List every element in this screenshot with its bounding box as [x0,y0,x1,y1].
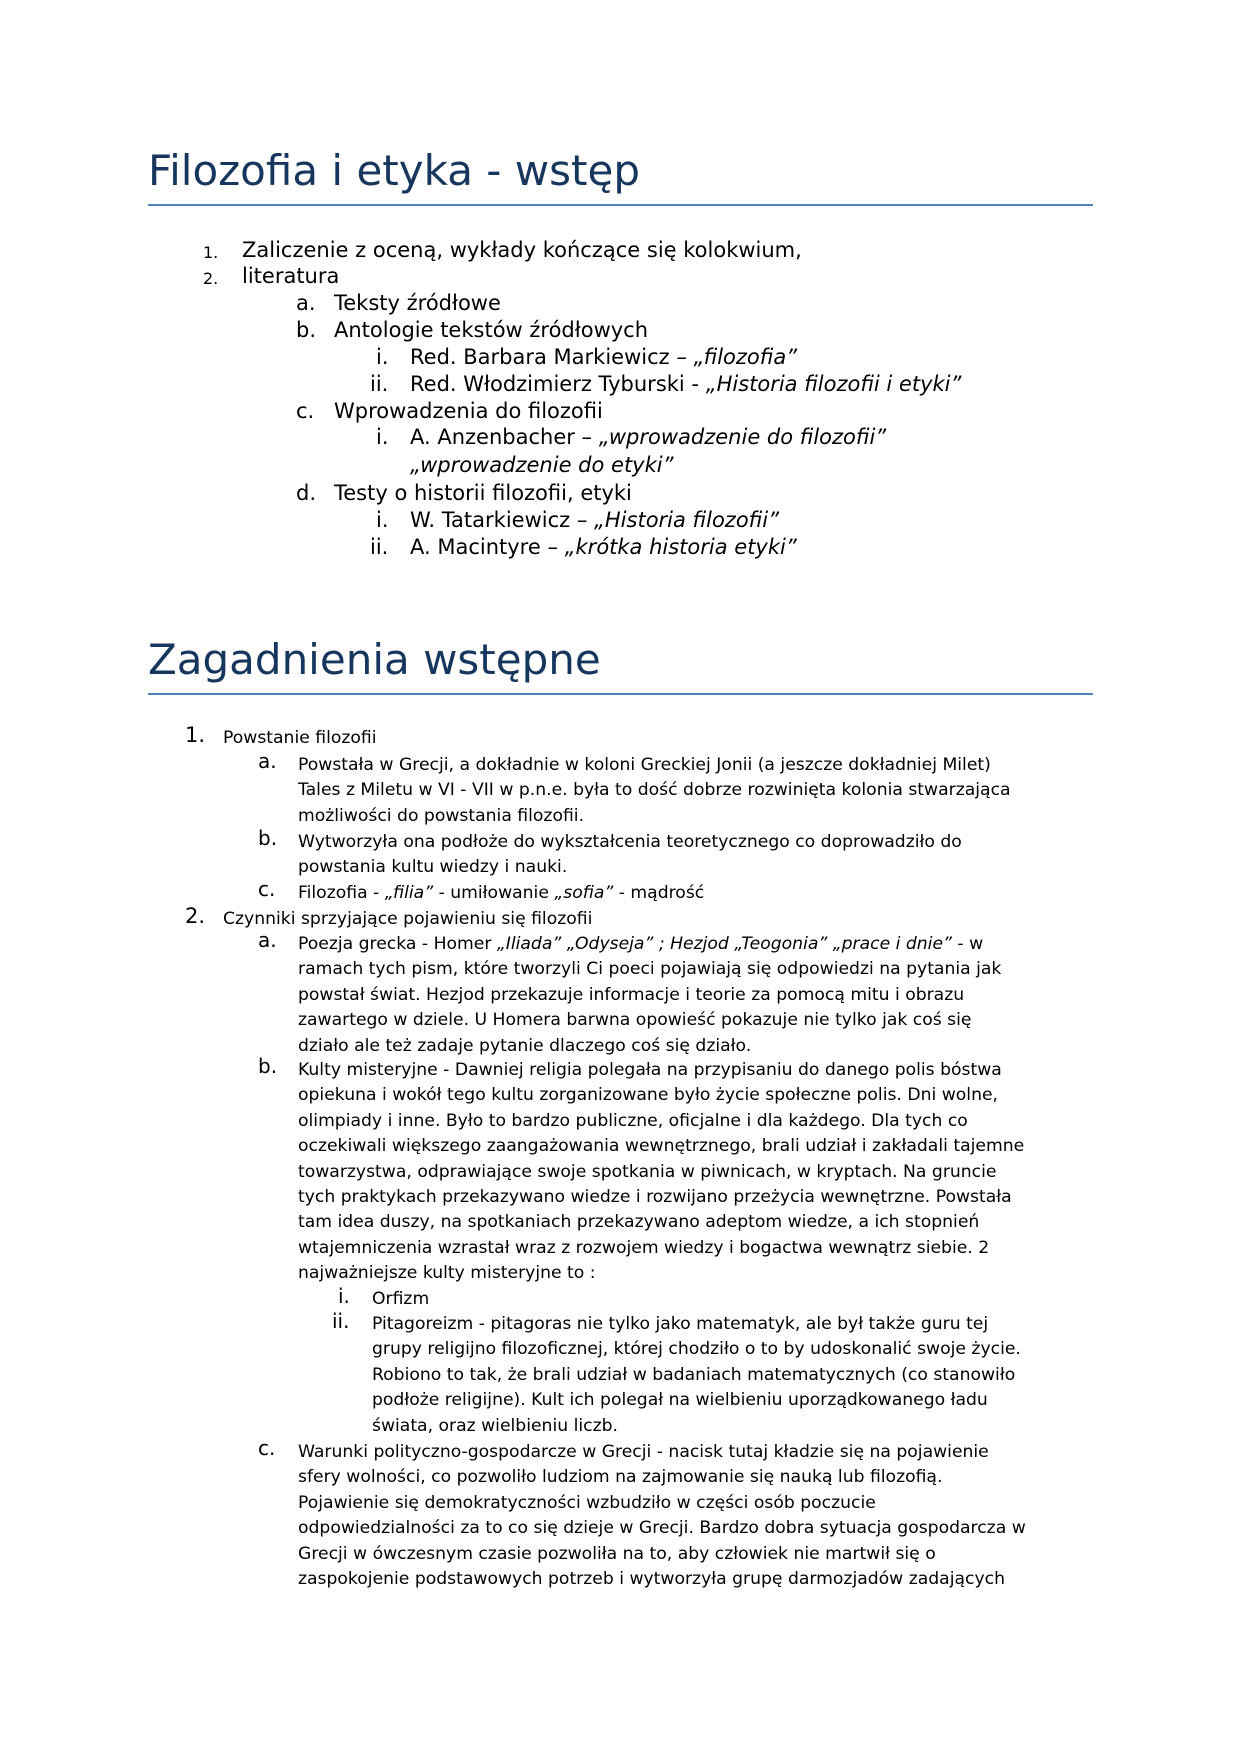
text-line: wtajemniczenia wzrastał wraz z rozwojem wiedzy i bogactwa wewnątrz siebie. 2 [298,1237,990,1258]
book-title: „filozofia” [693,345,798,369]
text-line: powstania kultu wiedzy i nauki. [298,857,568,878]
text-line: Warunki polityczno-gospodarcze w Grecji - nacisk tutaj kładzie się na pojawienie [298,1442,989,1462]
text-line: towarzystwa, odprawiające swoje spotkania w piwnicach, w kryptach. Na gruncie [298,1161,997,1182]
text-line: sfery wolności, co pozwoliło ludziom na zajmowanie się nauką lub filozofią. [298,1467,943,1488]
text-line: świata, oraz wielbieniu liczb. [372,1415,618,1436]
list-number: 1. [203,243,219,262]
text-line: Pitagoreizm - pitagoras nie tylko jako matematyk, ale był także guru tej [372,1314,989,1334]
text-span: Poezja grecka - Homer [298,934,497,954]
list-letter: c. [258,1436,276,1460]
text-line: ramach tych pism, które tworzyli Ci poeci pojawiają się odpowiedzi na pytania jak [298,959,1002,980]
list-letter: c. [258,877,276,901]
text-line: tych praktykach przekazywano wiedze i rozwijano przeżycia wewnętrzne. Powstała [298,1187,1012,1208]
paragraph [298,753,1098,829]
text-line: Pojawienie się demokratyczności wzbudziło w części osób poczucie [298,1492,876,1513]
list-roman: ii. [370,535,389,559]
list-text: Zaliczenie z oceną, wykłady kończące się kolokwium, [242,238,802,262]
paragraph [298,932,1098,1059]
text-line: Orfizm [372,1289,430,1309]
text-line: działo ale też zadaje pytanie dlaczego coś się działo. [298,1035,752,1056]
text-line: tam idea duszy, na spotkaniach przekazywano adeptom wiedze, a ich stopnień [298,1212,980,1233]
text-line: najważniejsze kulty misteryjne to : [298,1263,596,1284]
list-item [332,1309,1098,1439]
term: „filia” [384,883,434,903]
list-roman: i. [376,345,389,369]
paragraph [298,881,1098,906]
title-underline [148,204,1093,206]
list-item [410,452,673,478]
list-letter: d. [296,481,317,505]
text-line: możliwości do powstania filozofii. [298,805,585,826]
work-titles: „Iliada” „Odyseja” ; Hezjod „Teogonia” „prace i dnie” [496,934,952,954]
section-title: Zagadnienia wstępne [148,635,601,684]
text-line: Grecji w ówczesnym czasie pozwoliła na to, aby człowiek nie martwił się o [298,1543,936,1564]
list-text: A. Anzenbacher – [410,425,599,449]
list-number: 2. [203,269,219,288]
text-line: powstał świat. Hezjod przekazuje informacje i teorie za pomocą mitu i obrazu [298,984,965,1005]
list-text: Red. Włodzimierz Tyburski - [410,372,706,396]
book-title: „Historia filozofii” [594,508,779,532]
title-underline [148,693,1093,695]
list-number: 1. [185,723,206,747]
text-line: oczekiwali większego zaangażowania wewnętrznego, brali udział i zakładali tajemne [298,1136,1025,1157]
list-item [338,1284,1098,1312]
list-text: Powstanie filozofii [223,728,377,748]
paragraph [372,1287,1098,1312]
book-title: „wprowadzenie do filozofii” [598,425,887,449]
list-text: Antologie tekstów źródłowych [334,318,649,342]
list-text: Wprowadzenia do filozofii [334,399,603,423]
list-letter: a. [258,928,277,952]
list-text: A. Macintyre – [410,535,565,559]
list-item [258,877,1098,906]
text-line: podłoże religijne). Kult ich polegał na wielbieniu uporządkowanego ładu [372,1390,988,1411]
paragraph [298,1440,1098,1592]
paragraph [298,830,1098,881]
text-span: Filozofia - [298,883,385,903]
list-roman: ii. [370,372,389,396]
list-letter: b. [258,1054,278,1078]
text-span: - mądrość [613,883,705,903]
list-text: Testy o historii filozofii, etyki [334,481,632,505]
list-text: Czynniki sprzyjające pojawieniu się filozofii [223,909,593,929]
text-line: Kulty misteryjne - Dawniej religia polegała na przypisaniu do danego polis bóstwa [298,1060,1002,1080]
list-roman: i. [338,1284,350,1308]
text-line: Tales z Miletu w VI - VII w p.n.e. była to dość dobrze rozwinięta kolonia stwarzająca [298,780,1011,801]
list-roman: ii. [332,1309,350,1333]
section-title: Filozofia i etyka - wstęp [148,146,640,195]
text-line: Robiono to tak, że brali udział w badaniach matematycznych (co stanowiło [372,1364,1016,1385]
text-line: grupy religijno filozoficznej, której chodziło o to by udoskonalić swoje życie. [372,1339,1021,1360]
text-line: opiekuna i wokół tego kultu zorganizowane było życie społeczne polis. Dni wolne, [298,1085,999,1106]
list-letter: c. [296,399,315,423]
list-roman: i. [376,425,389,449]
list-letter: b. [258,826,278,850]
text-span: - umiłowanie [433,883,555,903]
text-span: - w [951,934,984,954]
list-item [258,928,1098,1059]
list-item [258,826,1098,881]
list-text: W. Tatarkiewicz – [410,508,595,532]
paragraph [298,1058,1098,1287]
term: „sofia” [554,883,614,903]
text-line: Powstała w Grecji, a dokładnie w koloni Greckiej Jonii (a jeszcze dokładniej Milet) [298,755,991,775]
text-line: zawartego w dziele. U Homera barwna opowieść pokazuje nie tylko jak coś się [298,1010,972,1031]
list-letter: a. [258,749,277,773]
list-text: Red. Barbara Markiewicz – [410,345,694,369]
list-letter: b. [296,318,317,342]
list-letter: a. [296,291,316,315]
book-title: „krótka historia etyki” [564,535,797,559]
list-item [258,1054,1098,1287]
book-title: „wprowadzenie do etyki” [410,453,674,477]
text-line: Wytworzyła ona podłoże do wykształcenia teoretycznego co doprowadziło do [298,832,962,852]
text-line: olimpiady i inne. Było to bardzo publiczne, oficjalne i dla każdego. Dla tych co [298,1110,968,1131]
list-text: literatura [242,264,340,288]
text-line: odpowiedzialności za to co się dzieje w Grecji. Bardzo dobra sytuacja gospodarcza w [298,1518,1026,1539]
text-line: zaspokojenie podstawowych potrzeb i wytworzyła grupę darmozjadów zadających [298,1569,1005,1590]
book-title: „Historia filozofii i etyki” [705,372,962,396]
paragraph [372,1312,1098,1439]
list-item [258,1436,1098,1592]
list-number: 2. [185,904,206,928]
list-item [258,749,1098,829]
list-roman: i. [376,508,389,532]
list-text: Teksty źródłowe [334,291,501,315]
